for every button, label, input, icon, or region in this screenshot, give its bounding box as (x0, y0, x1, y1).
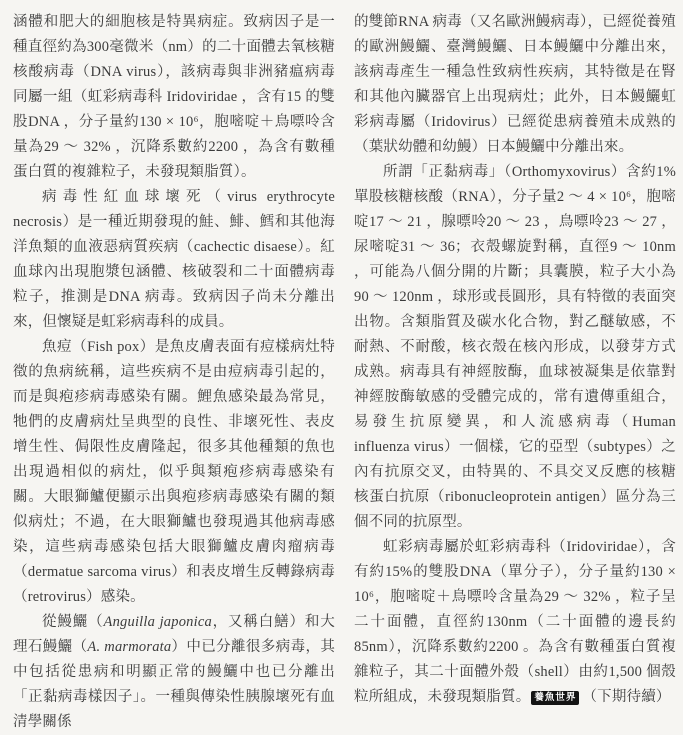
left-column (13, 10, 336, 730)
paragraph-orthomyxovirus: 所謂「正黏病毒」（Orthomyxovirus）含約1% 單股核糖核酸（RNA），分子量2 ～ 4 × 10⁶，胞嘧啶17 ～ 21 ，腺嘌呤20 ～ 23 ，鳥嘌呤23 ～ 27 ，尿嘧啶31 ～ 36；衣殼螺旋對稱，直徑9 ～ 10nm ，可能為八個分開的片斷；具囊膜，粒子大小為90 ～ 120nm ，球形或長圓形，具有特徵的表面突出物。含類脂質及碳水化合物，對乙醚敏感，不耐熱、不耐酸，核衣殼在核內形成，以發芽方式成熟。病毒具有神經胺酶，血球被凝集是依靠對神經胺酶敏感的受體完成的，常有遺傳重組合，易發生抗原變異，和人流感病毒（Human influenza virus）一個樣，它的亞型（subtypes）之內有抗原交叉，由特異的、不具交叉反應的核糖核蛋白抗原（ribonucleoprotein antigen）區分為三個不同的抗原型。 (354, 164, 676, 530)
paragraph-erythrocyte-necrosis: 病毒性紅血球壞死（virus erythrocyte necrosis）是一種近期發現的鮭、鯡、鱈和其他海洋魚類的血液惡病質疾病（cachectic disaese）。紅血球內出現胞漿包涵體、核破裂和二十面體病毒粒子，推測是DNA 病毒。致病因子尚未分離出來，但懷疑是虹彩病毒科的成員。 (13, 189, 335, 330)
text-segment: ）中已分離很多病毒，其中包括從患病和明顯正常的鰻鱺中也已分離出「正黏病毒樣因子」。一種與傳染性胰腺壞死有血清學關係 (13, 639, 336, 730)
species-name: A. marmorata (87, 639, 172, 655)
paragraph-iridoviridae (354, 535, 676, 710)
text-segment: 虹彩病毒屬於虹彩病毒科（Iridoviridae），含有約15%的雙股DNA（單分子），分子量約130 × 10⁶，胞嘧啶＋鳥嘌呤含量為29 ～ 32% ，粒子呈二十面體，直徑約130nm（二十面體的邊長約85nm），沉降系數約2200 。為含有數種蛋白質複雜粒子，其二十面體外殼（shell）由約1,500 個殼粒所組成，未發現類脂質。 (354, 539, 676, 705)
text-segment: ，又稱白鱔）和大理石鰻鱺（ (13, 614, 335, 655)
paragraph-fish-pox: 魚痘（Fish pox）是魚皮膚表面有痘樣病灶特徵的魚病統稱，這些疾病不是由痘病毒引起的，而是與疱疹病毒感染有關。鯉魚感染最為常見，牠們的皮膚病灶呈典型的良性、非壞死性、表皮增生性、侷限性皮膚隆起，很多其他種類的魚也出現過相似的病灶，似乎與類疱疹病毒感染有關。大眼獅鱸便顯示出與疱疹病毒感染有關的類似病灶；不過，在大眼獅鱸也發現過其他病毒感染，這些病毒感染包括大眼獅鱸皮膚肉瘤病毒（dermatue sarcoma virus）和表皮增生反轉錄病毒（retrovirus）感染。 (13, 339, 335, 605)
right-column (354, 10, 676, 705)
species-name: Anguilla japonica (103, 614, 212, 630)
paragraph-virus-agent: 涵體和肥大的細胞核是特異病症。致病因子是一種直徑約為300毫微米（nm）的二十面體去氧核糖核酸病毒（DNA virus），該病毒與非洲豬瘟病毒同屬一組（虹彩病毒科 Iridoviridae ，含有15 的雙股DNA ，分子量約130 × 10⁶，胞嘧啶＋鳥嘌呤含量為29 ～ 32% ，沉降系數約2200 ，為含有數種蛋白質的複雜粒子，未發現類脂質）。 (13, 14, 335, 180)
paragraph-eel-viruses (13, 610, 335, 735)
magazine-badge: 養魚世界 (531, 691, 579, 705)
to-be-continued-note: （下期待續） (582, 689, 671, 705)
paragraph-birna-rna-virus: 的雙節RNA 病毒（又名歐洲鰻病毒），已經從養殖的歐洲鰻鱺、臺灣鰻鱺、日本鰻鱺中分離出來，該病毒產生一種急性致病性疾病，其特徵是在腎和其他內臟器官上出現病灶；此外，日本鰻鱺虹彩病毒屬（Iridovirus）已經從患病養殖未成熟的（葉狀幼體和幼鰻）日本鰻鱺中分離出來。 (354, 14, 676, 155)
text-segment: 從鰻鱺（ (42, 614, 104, 630)
